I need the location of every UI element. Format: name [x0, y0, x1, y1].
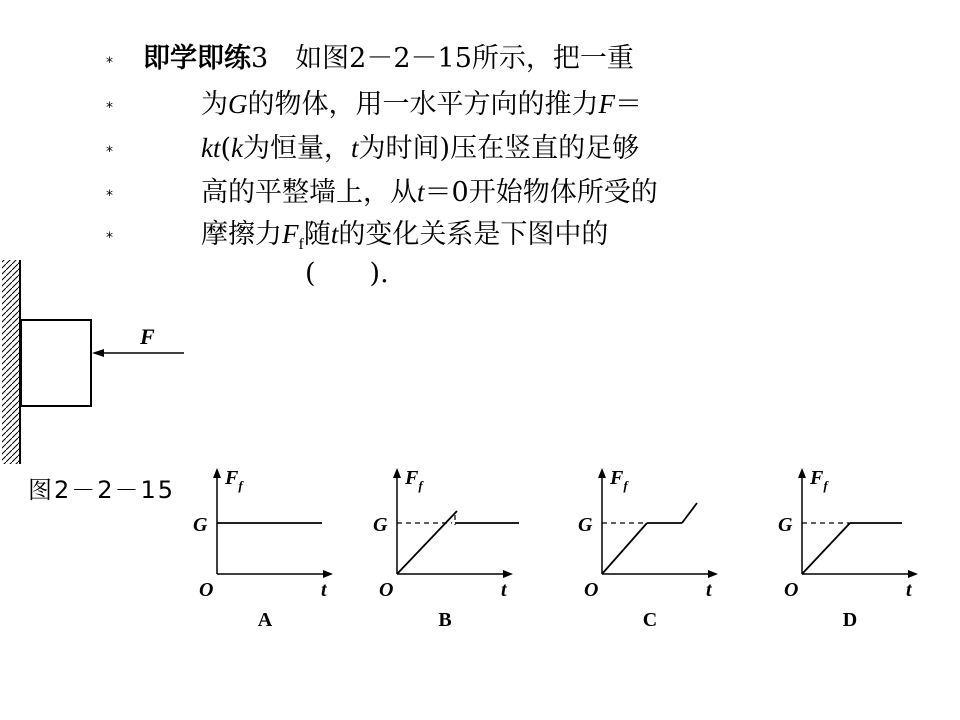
origin-label: O [784, 579, 799, 601]
text-segment: 为时间)压在竖直的足够 [358, 133, 640, 164]
y-axis-label: $F_f$ [405, 467, 423, 493]
text-segment: t [417, 177, 425, 207]
x-axis-arrowhead [908, 570, 918, 578]
x-axis-arrowhead [323, 570, 333, 578]
origin-label: O [379, 579, 394, 601]
x-axis-label: t [906, 579, 912, 601]
text-segment: f [298, 236, 304, 253]
text-segment: ＝ [615, 89, 642, 120]
option-label: B [438, 609, 452, 631]
option-label: D [842, 609, 858, 631]
bullet-icon: * [106, 188, 113, 204]
problem-line-text [201, 218, 608, 261]
graph-option-a [190, 460, 340, 635]
graph-option-b [370, 460, 520, 635]
text-segment: 如图2－2－15所示，把一重 [268, 43, 634, 74]
x-axis-arrowhead [708, 570, 718, 578]
wall-hatching [2, 260, 20, 464]
origin-label: O [199, 579, 214, 601]
y-axis-arrowhead [213, 468, 221, 478]
force-arrowhead [92, 349, 104, 357]
text-segment: 摩擦力 [201, 219, 282, 250]
graph-option-d [775, 460, 925, 635]
text-segment: ( [220, 133, 232, 164]
figure-caption: 图2－2－15 [28, 476, 176, 504]
x-axis-arrowhead [503, 570, 513, 578]
option-label: C [642, 609, 658, 631]
text-segment: 3 [251, 43, 269, 74]
text-segment: 为恒量， [243, 133, 352, 164]
force-label: F [140, 324, 155, 349]
y-axis-arrowhead [393, 468, 401, 478]
text-segment: t [330, 219, 339, 249]
text-segment: F [598, 89, 615, 119]
g-label: G [193, 514, 208, 536]
text-segment: k [231, 133, 244, 163]
friction-curve-rise [602, 523, 647, 574]
y-axis-arrowhead [798, 468, 806, 478]
y-axis-label-subscript: f [823, 478, 828, 493]
friction-curve-rise [802, 523, 850, 574]
friction-curve-rise-2 [682, 503, 697, 523]
g-label: G [778, 514, 793, 536]
text-segment: ＝0开始物体所受的 [424, 177, 658, 208]
y-axis-label: $F_f$ [810, 467, 828, 493]
graph-option-c [575, 460, 725, 635]
text-segment: t [351, 133, 359, 163]
answer-blank: ( ). [305, 258, 389, 289]
friction-curve-rise [397, 511, 457, 574]
g-label: G [578, 514, 593, 536]
origin-label: O [584, 579, 599, 601]
y-axis-label: $F_f$ [610, 467, 628, 493]
bullet-icon: * [106, 144, 113, 160]
bullet-icon: * [106, 100, 113, 116]
y-axis-arrowhead [598, 468, 606, 478]
x-axis-label: t [501, 579, 507, 601]
problem-line-text [143, 43, 634, 75]
text-segment: 即学即练 [143, 43, 251, 74]
text-segment: kt [201, 133, 221, 163]
wall-block-figure [0, 258, 200, 468]
y-axis-label: $F_f$ [225, 467, 243, 493]
block [21, 320, 91, 406]
bullet-icon: * [106, 55, 113, 71]
text-segment: G [228, 89, 248, 119]
x-axis-label: t [321, 579, 327, 601]
text-segment: 的变化关系是下图中的 [338, 219, 609, 250]
problem-line-text [201, 88, 642, 121]
y-axis-label-subscript: f [623, 478, 628, 493]
text-segment: 为 [201, 89, 228, 120]
problem-line-text [201, 176, 658, 209]
problem-line-text [201, 132, 639, 165]
g-label: G [373, 514, 388, 536]
y-axis-label-subscript: f [238, 478, 243, 493]
y-axis-label-subscript: f [418, 478, 423, 493]
option-label: A [257, 609, 273, 631]
text-segment: 随 [303, 219, 331, 250]
text-segment: 的物体，用一水平方向的推力 [247, 89, 599, 120]
text-segment: F [282, 219, 299, 249]
text-segment: 高的平整墙上，从 [201, 177, 417, 208]
x-axis-label: t [706, 579, 712, 601]
bullet-icon: * [106, 230, 113, 246]
